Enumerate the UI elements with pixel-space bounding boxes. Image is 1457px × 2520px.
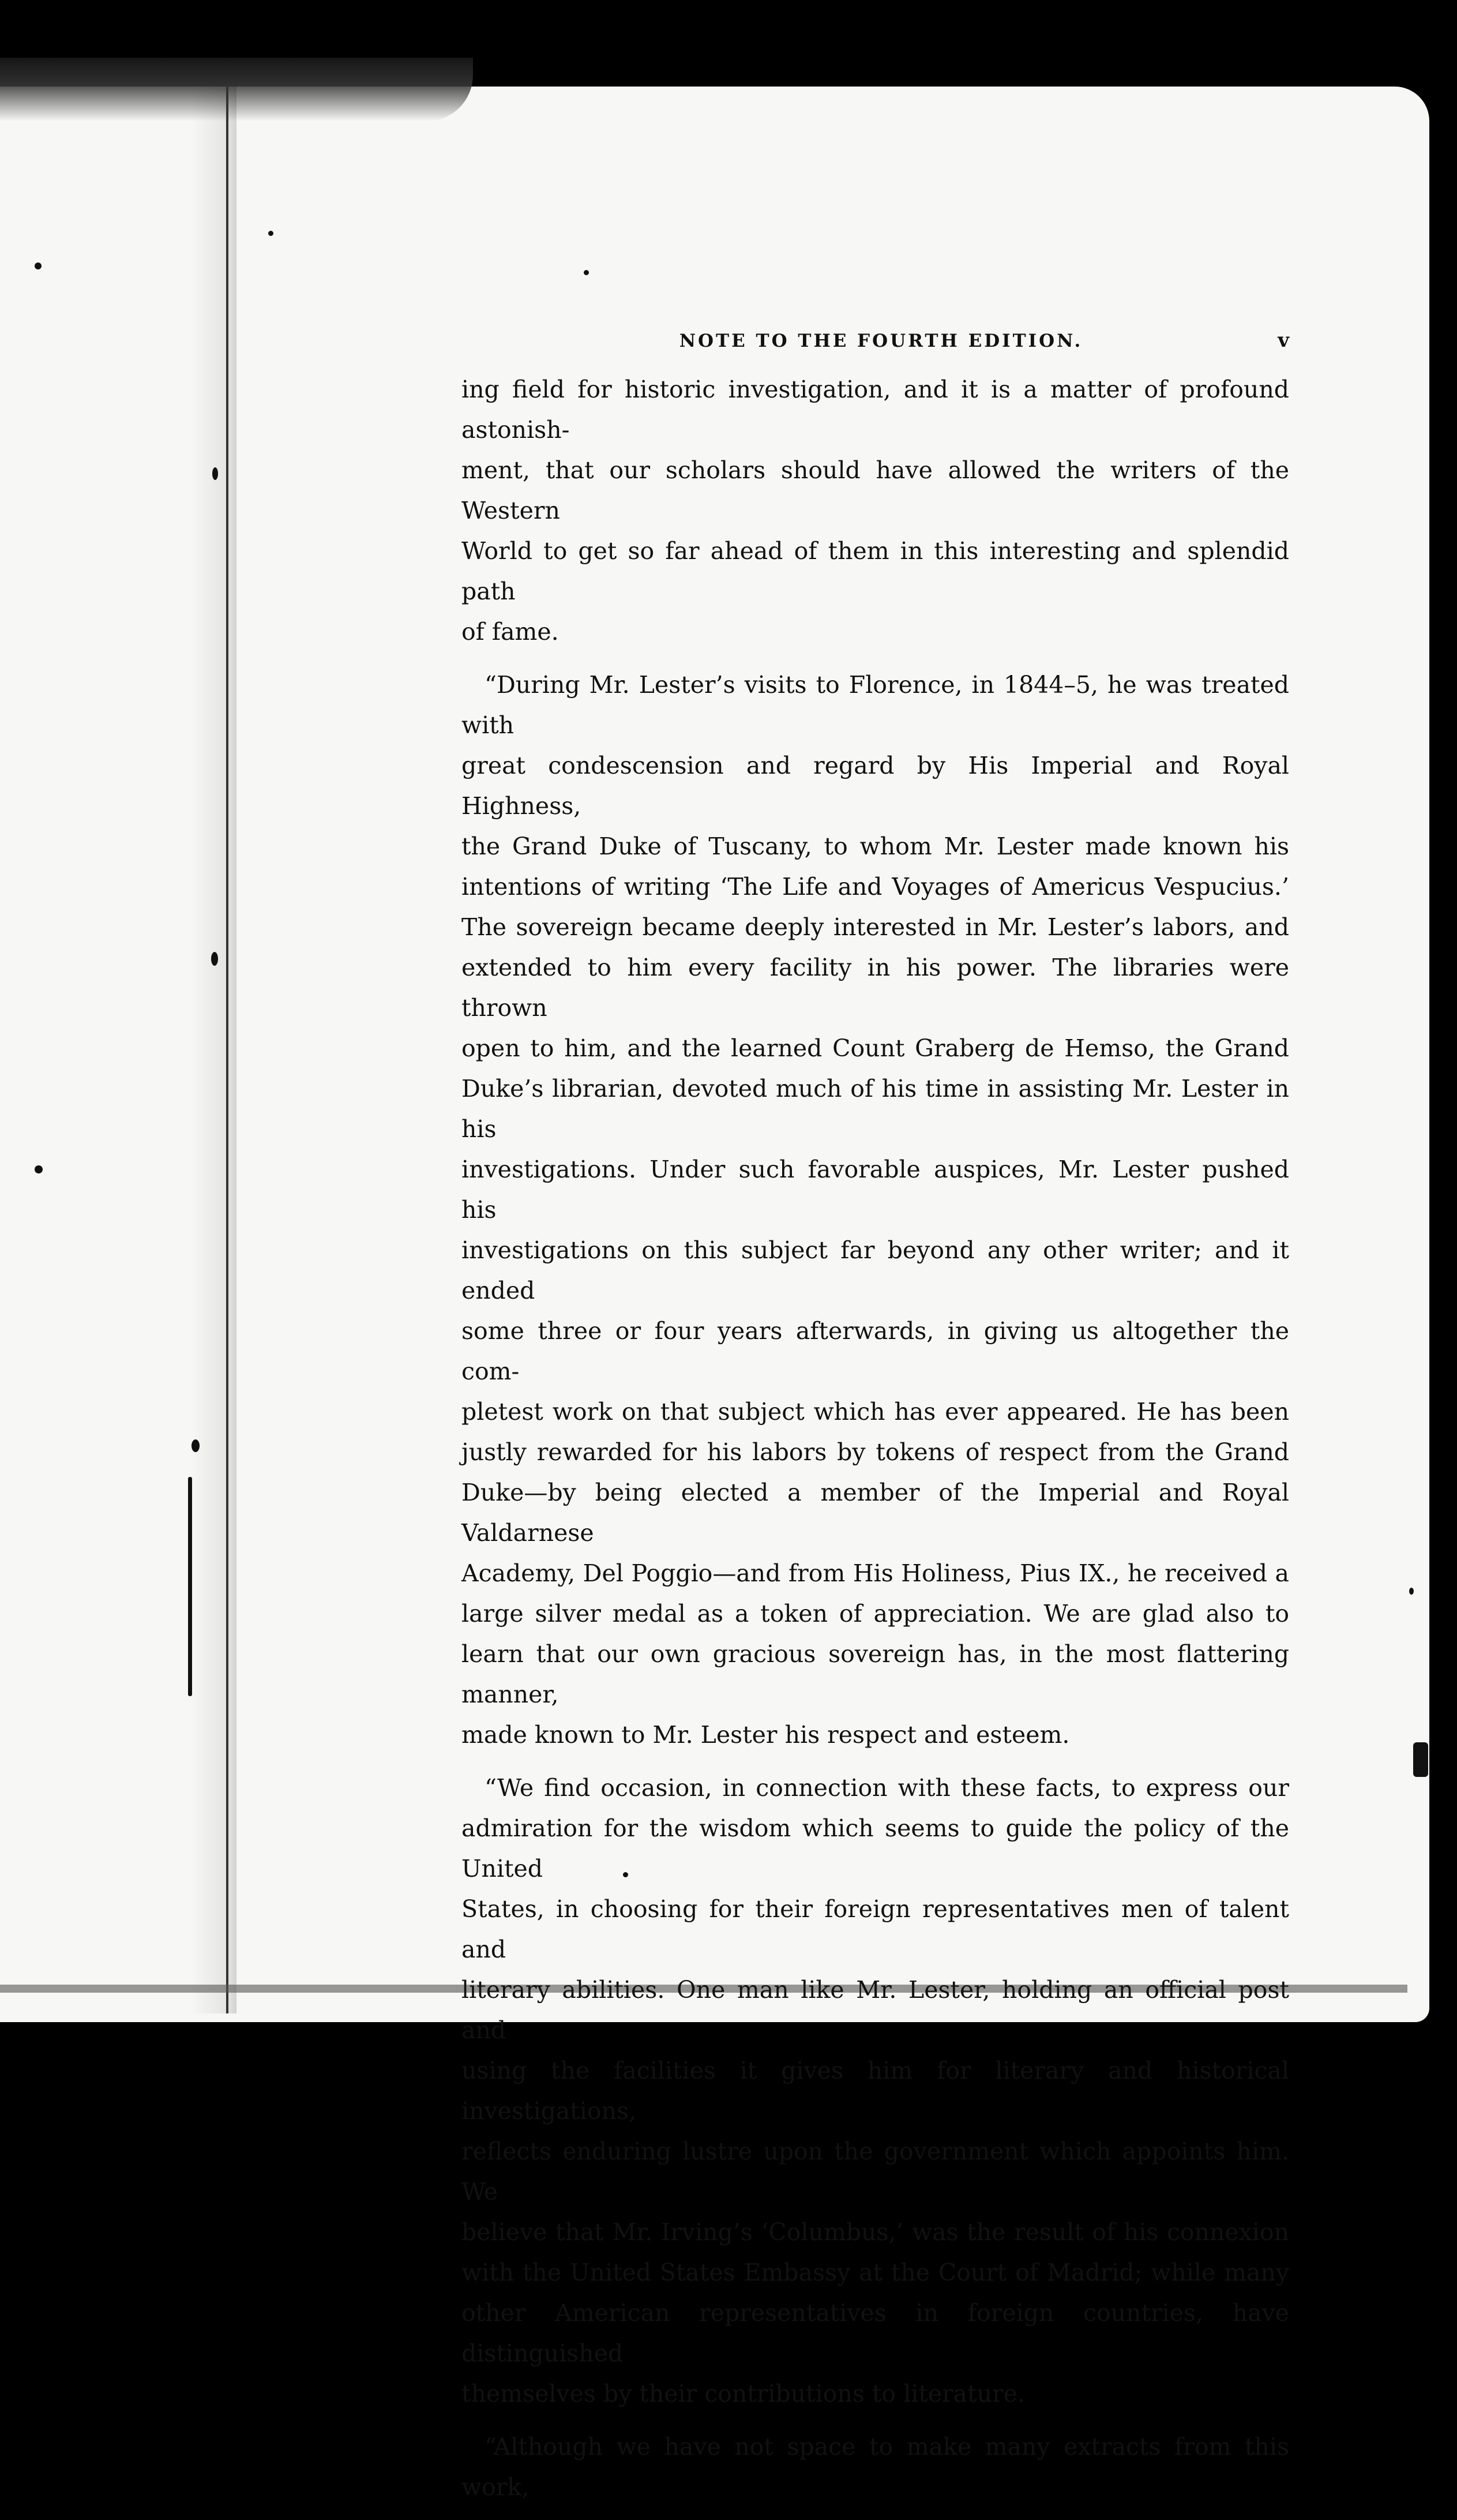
text-line: ment, that our scholars should have allowed the writers of the Western bbox=[461, 456, 1289, 524]
speck bbox=[212, 467, 218, 480]
spine-mark bbox=[188, 1477, 192, 1696]
text-line: The sovereign became deeply interested in Mr. Lester’s labors, and bbox=[461, 913, 1289, 941]
paragraph bbox=[461, 1768, 1289, 2414]
text-line: intentions of writing ‘The Life and Voyages of Americus Vespucius.’ bbox=[461, 873, 1289, 901]
text-line: “We find occasion, in connection with these facts, to express our bbox=[485, 1774, 1289, 1802]
text-line: “Although we have not space to make many extracts from this work, bbox=[461, 2433, 1289, 2501]
paragraph bbox=[461, 665, 1289, 1755]
running-head: NOTE TO THE FOURTH EDITION. bbox=[679, 331, 1083, 351]
text-block bbox=[461, 329, 1289, 2520]
text-line: some three or four years afterwards, in giving us altogether the com- bbox=[461, 1317, 1289, 1385]
text-line: the Grand Duke of Tuscany, to whom Mr. Lester made known his bbox=[461, 832, 1289, 860]
text-line: large silver medal as a token of appreciation. We are glad also to bbox=[461, 1600, 1289, 1627]
speck bbox=[35, 262, 42, 269]
top-edge-shadow bbox=[0, 58, 473, 121]
speck bbox=[1413, 1742, 1428, 1777]
text-line: other American representatives in foreign countries, have distinguished bbox=[461, 2299, 1289, 2367]
text-line: literary abilities. One man like Mr. Lester, holding an official post and bbox=[461, 1976, 1289, 2044]
gutter-line bbox=[226, 87, 228, 2013]
text-line: investigations. Under such favorable auspices, Mr. Lester pushed his bbox=[461, 1156, 1289, 1224]
paragraph bbox=[461, 369, 1289, 652]
text-line: pletest work on that subject which has ever appeared. He has been bbox=[461, 1398, 1289, 1426]
text-line: with the United States Embassy at the Court of Madrid; while many bbox=[461, 2259, 1289, 2286]
text-line: open to him, and the learned Count Graberg de Hemso, the Grand bbox=[461, 1034, 1289, 1062]
text-line: “During Mr. Lester’s visits to Florence, in 1844–5, he was treated with bbox=[461, 671, 1289, 739]
text-line: Academy, Del Poggio—and from His Holiness, Pius IX., he received a bbox=[461, 1559, 1289, 1587]
text-line: believe that Mr. Irving’s ‘Columbus,’ was the result of his connexion bbox=[461, 2218, 1289, 2246]
text-line: themselves by their contributions to literature. bbox=[461, 2380, 1025, 2408]
text-line: using the facilities it gives him for literary and historical investigations, bbox=[461, 2057, 1289, 2125]
text-line: made known to Mr. Lester his respect and esteem. bbox=[461, 1721, 1070, 1749]
speck bbox=[211, 952, 218, 966]
page-number: v bbox=[1278, 329, 1289, 352]
text-line: of fame. bbox=[461, 618, 559, 646]
speck bbox=[35, 1165, 43, 1173]
speck bbox=[191, 1439, 200, 1452]
text-line: extended to him every facility in his power. The libraries were thrown bbox=[461, 954, 1289, 1022]
speck bbox=[1409, 1588, 1414, 1595]
text-line: Duke’s librarian, devoted much of his time in assisting Mr. Lester in his bbox=[461, 1075, 1289, 1143]
text-line: admiration for the wisdom which seems to guide the policy of the United bbox=[461, 1814, 1289, 1882]
text-line: ing field for historic investigation, and it is a matter of profound astonish- bbox=[461, 376, 1289, 444]
speck bbox=[268, 231, 273, 236]
text-line: investigations on this subject far beyond any other writer; and it ended bbox=[461, 1236, 1289, 1304]
speck bbox=[584, 270, 589, 275]
text-line: great condescension and regard by His Imperial and Royal Highness, bbox=[461, 752, 1289, 820]
text-line: States, in choosing for their foreign representatives men of talent and bbox=[461, 1895, 1289, 1963]
page-header bbox=[461, 329, 1289, 369]
paragraph bbox=[461, 2427, 1289, 2507]
gutter-shadow bbox=[190, 87, 236, 2013]
text-line: World to get so far ahead of them in this interesting and splendid path bbox=[461, 537, 1289, 605]
text-line: learn that our own gracious sovereign has, in the most flattering manner, bbox=[461, 1640, 1289, 1708]
text-line: justly rewarded for his labors by tokens of respect from the Grand bbox=[461, 1438, 1289, 1466]
text-line: Duke—by being elected a member of the Imperial and Royal Valdarnese bbox=[461, 1479, 1289, 1547]
text-line: reflects enduring lustre upon the government which appoints him. We bbox=[461, 2138, 1289, 2206]
